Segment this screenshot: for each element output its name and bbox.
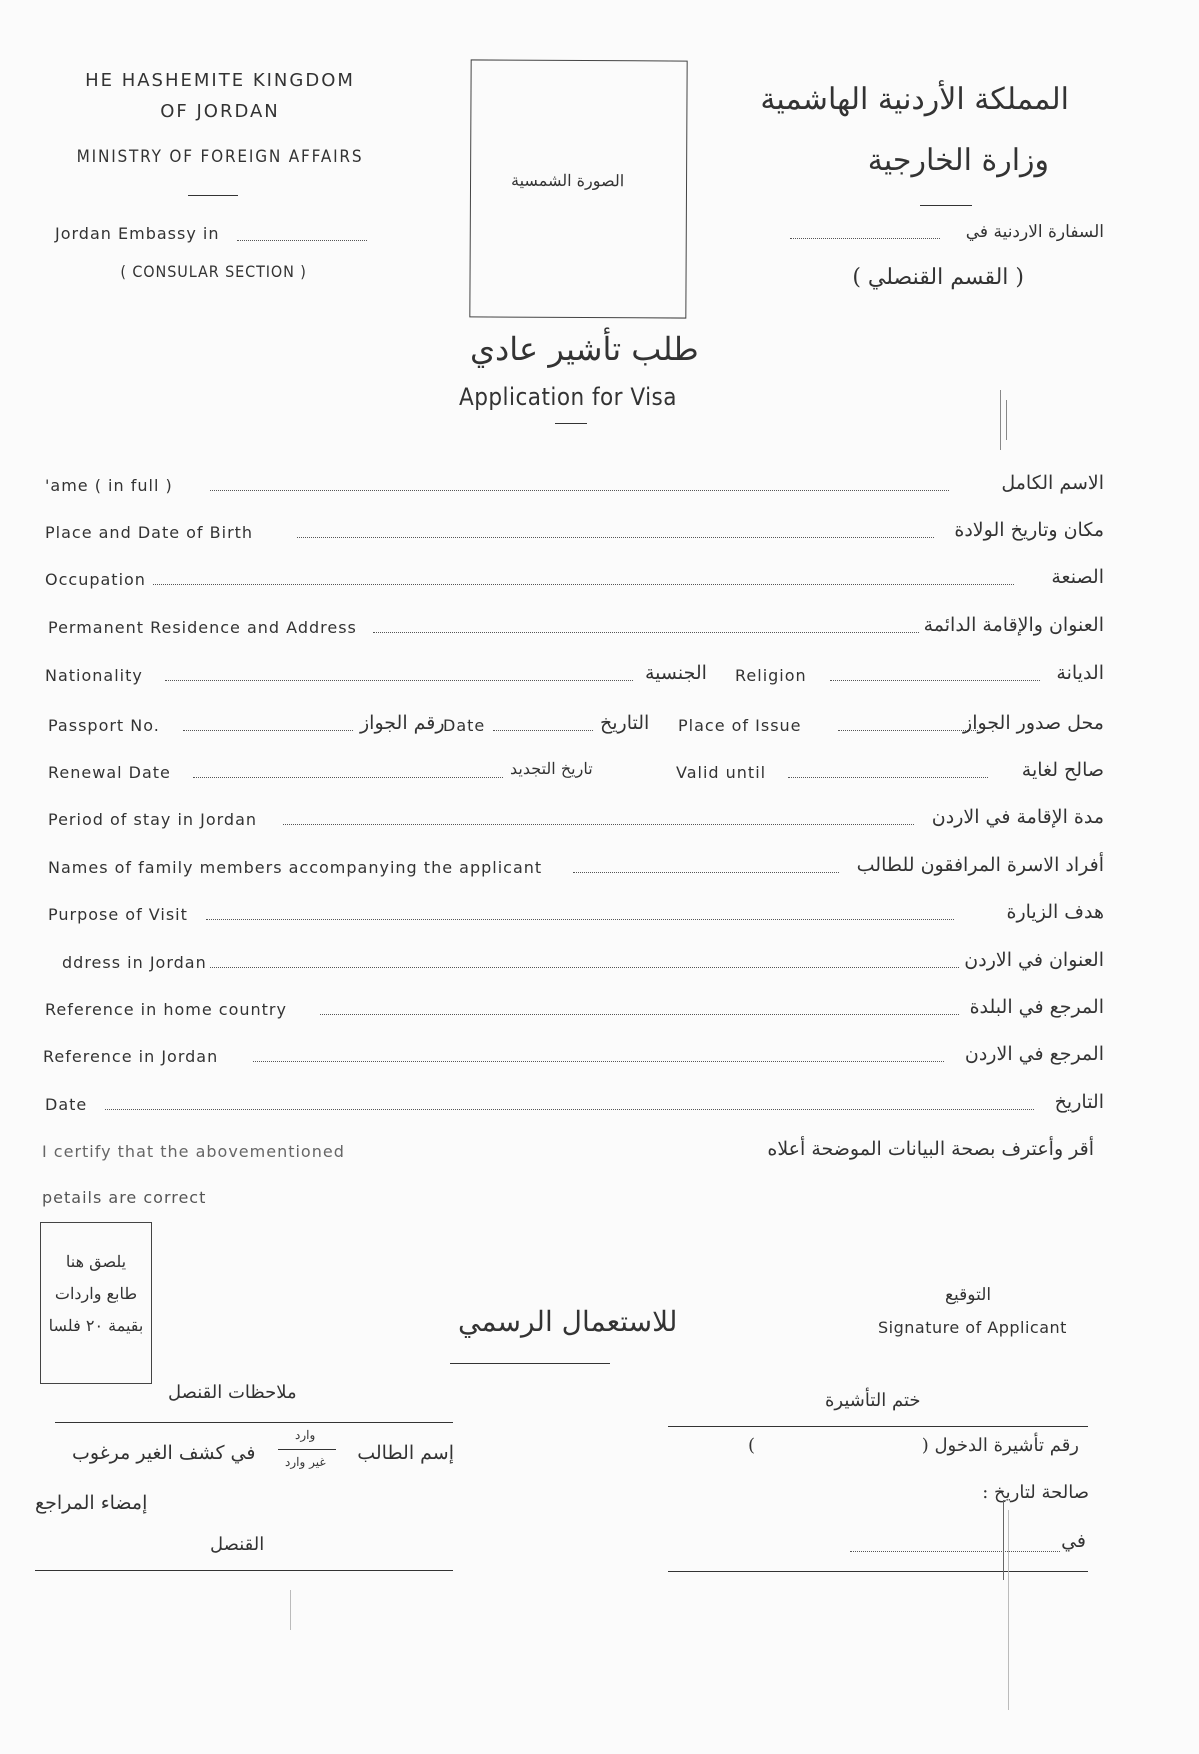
title-underline [555,423,587,424]
input-valid-until[interactable] [788,777,988,778]
label-renewal-ar: تاريخ التجديد [510,759,593,778]
official-use-heading: للاستعمال الرسمي [458,1305,678,1338]
label-birth-en: Place and Date of Birth [45,523,254,542]
input-address-jordan[interactable] [210,967,959,968]
consul-reviewer-signature: إمضاء المراجع [35,1492,148,1514]
header-kingdom-en: HE HASHEMITE KINGDOM [85,70,355,91]
title-ar: طلب تأشير عادي [470,330,699,368]
label-occupation-en: Occupation [45,570,146,589]
label-full-name-ar: الاسم الكامل [1001,472,1104,494]
signature-label-en: Signature of Applicant [878,1318,1067,1337]
label-address-jordan-en: ddress in Jordan [62,953,207,972]
label-date-en: Date [45,1095,88,1114]
input-full-name[interactable] [210,490,949,491]
label-residence-en: Permanent Residence and Address [48,618,357,637]
label-purpose-ar: هدف الزيارة [1006,901,1104,923]
field-row-nationality [45,662,1104,696]
label-passport-ar: رقم الجواز [360,712,445,734]
visa-stamp-rule-top [668,1426,1088,1427]
scan-artifact [1006,400,1007,440]
input-entry-visa-number[interactable] [770,1440,830,1464]
label-nationality-en: Nationality [45,666,143,685]
input-occupation[interactable] [153,584,1014,585]
visa-entry-number-close: ) [748,1435,756,1456]
label-full-name-en: 'ame ( in full ) [45,476,173,495]
input-date[interactable] [105,1109,1034,1110]
label-passport-en: Passport No. [48,716,160,735]
scan-artifact [1003,1500,1004,1580]
consular-section-ar: ( القسم القنصلي ) [852,265,1024,290]
consul-applicant-name: إسم الطالب [357,1442,454,1464]
field-row-full-name [45,472,1104,506]
field-row-family [48,854,1104,888]
field-row-renewal [48,759,1104,793]
stamp-line2: طابع واردات [54,1284,138,1303]
label-place-issue-en: Place of Issue [678,716,802,735]
photo-box[interactable] [469,59,687,318]
label-family-en: Names of family members accompanying the applicant [48,858,543,877]
input-place-issue[interactable] [838,730,978,731]
input-passport-date[interactable] [493,730,593,731]
input-residence[interactable] [373,632,919,633]
certify-en-line2: petails are correct [42,1188,207,1207]
field-row-purpose [48,901,1104,935]
consul-frac-bar [278,1449,336,1450]
consul-frac-top: وارد [295,1428,316,1442]
label-nationality-ar: الجنسية [645,662,707,684]
header-kingdom-ar: المملكة الأردنية الهاشمية [760,82,1069,117]
header-ministry-ar: وزارة الخارجية [867,143,1049,178]
label-purpose-en: Purpose of Visit [48,905,188,924]
input-religion[interactable] [830,680,1040,681]
input-purpose[interactable] [206,919,954,920]
consul-blacklist: في كشف الغير مرغوب [72,1442,256,1464]
embassy-label-en: Jordan Embassy in [55,224,220,243]
signature-label-ar: التوقيع [945,1285,992,1305]
label-residence-ar: العنوان والإقامة الدائمة [923,614,1104,636]
input-birth[interactable] [297,537,934,538]
certify-en-line1: I certify that the abovementioned [42,1142,345,1161]
scan-artifact [290,1590,291,1630]
label-occupation-ar: الصنعة [1051,566,1104,588]
scan-artifact [1008,1510,1009,1710]
label-religion-ar: الديانة [1056,662,1104,684]
label-place-issue-ar: محل صدور الجواز [963,712,1104,734]
visa-valid-until-label: صالحة لتاريخ : [982,1482,1089,1503]
visa-entry-number-label: رقم تأشيرة الدخول ( [921,1435,1079,1456]
consul-signature-label: القنصل [210,1534,265,1555]
official-use-underline [450,1363,610,1364]
label-passport-date-ar: التاريخ [600,712,650,734]
header-jordan-en: OF JORDAN [160,101,280,122]
stamp-line1: يلصق هنا [65,1252,127,1271]
label-period-stay-en: Period of stay in Jordan [48,810,258,829]
label-religion-en: Religion [735,666,807,685]
field-row-passport [48,712,1104,746]
input-family[interactable] [573,872,839,873]
consul-notes-rule-bottom [35,1570,453,1571]
consul-notes-rule-top [55,1422,453,1423]
input-visa-at[interactable] [850,1551,1060,1552]
label-ref-home-en: Reference in home country [45,1000,287,1019]
visa-stamp-title: ختم التأشيرة [825,1390,921,1411]
label-ref-jordan-en: Reference in Jordan [43,1047,219,1066]
input-ref-jordan[interactable] [253,1061,944,1062]
label-address-jordan-ar: العنوان في الاردن [964,949,1104,971]
stamp-line3: بقيمة ٢٠ فلسا [48,1316,144,1335]
input-ref-home[interactable] [320,1014,959,1015]
field-row-occupation [45,566,1104,600]
header-divider-ar [920,205,972,206]
consul-notes-title: ملاحظات القنصل [168,1382,297,1403]
title-en: Application for Visa [459,383,677,411]
label-ref-jordan-ar: المرجع في الاردن [964,1043,1104,1065]
embassy-field-ar[interactable] [790,238,940,239]
revenue-stamp-box [40,1222,152,1384]
consular-section-en: ( CONSULAR SECTION ) [120,262,307,281]
field-row-period-stay [48,806,1104,840]
label-passport-date-en: Date [443,716,486,735]
embassy-label-ar: السفارة الاردنية في [965,222,1104,242]
field-row-residence [48,614,1104,648]
field-row-ref-home [45,996,1104,1030]
consul-frac-bottom: غير وارد [285,1455,326,1469]
certify-ar: أقر وأعترف بصحة البيانات الموضحة أعلاه [767,1138,1094,1160]
field-row-ref-jordan [43,1043,1104,1077]
embassy-field-en[interactable] [237,240,367,241]
label-renewal-en: Renewal Date [48,763,171,782]
field-row-date [45,1091,1104,1125]
label-birth-ar: مكان وتاريخ الولادة [954,519,1104,541]
input-passport-no[interactable] [183,730,353,731]
header-ministry-en: MINISTRY OF FOREIGN AFFAIRS [76,147,364,167]
photo-label: الصورة الشمسية [510,170,625,191]
input-nationality[interactable] [165,680,633,681]
field-row-birth [45,519,1104,553]
label-ref-home-ar: المرجع في البلدة [969,996,1104,1018]
visa-at-label: في [1061,1530,1086,1552]
scan-artifact [1000,390,1001,450]
input-period-stay[interactable] [283,824,914,825]
visa-stamp-rule-bottom [668,1571,1088,1572]
label-family-ar: أفراد الاسرة المرافقون للطالب [856,854,1104,876]
header-divider-en [188,195,238,196]
field-row-address-jordan [62,949,1104,983]
input-renewal-date[interactable] [193,777,503,778]
label-valid-until-en: Valid until [676,763,767,782]
label-valid-until-ar: صالح لغاية [1021,759,1104,781]
label-period-stay-ar: مدة الإقامة في الاردن [931,806,1104,828]
label-date-ar: التاريخ [1054,1091,1104,1113]
